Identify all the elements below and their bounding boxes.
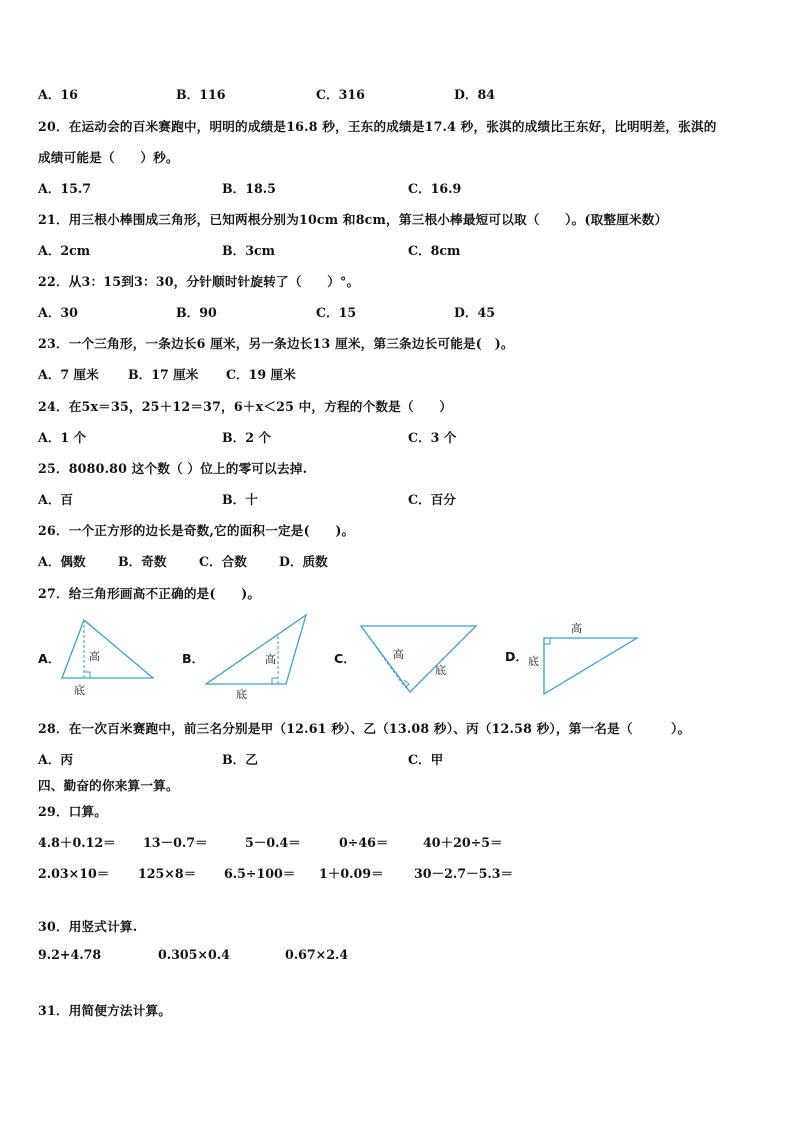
q30-item3: 0.67×2.4 <box>285 947 349 962</box>
q27-figure-a-label: A． <box>38 651 61 666</box>
q27-figure-b-label: B． <box>182 651 205 666</box>
right-angle-b <box>272 678 278 684</box>
q28-option-c: C．甲 <box>408 752 444 767</box>
q27-figure-d-height: 高 <box>571 622 582 635</box>
q26-question: 26．一个正方形的边长是奇数,它的面积一定是( )。 <box>38 523 355 538</box>
q29-row2-item3: 6.5÷100＝ <box>224 866 296 881</box>
q26-option-b: B．奇数 <box>118 554 167 569</box>
q24-option-c: C．3 个 <box>408 430 457 445</box>
q29-row2-item4: 1＋0.09＝ <box>319 866 384 881</box>
q22-option-b: B．90 <box>176 305 217 320</box>
q23-option-b: B．17 厘米 <box>128 367 199 382</box>
q24-option-b: B．2 个 <box>222 430 271 445</box>
q22-option-a: A．30 <box>38 305 78 320</box>
q29-row1-item1: 4.8＋0.12＝ <box>38 835 116 850</box>
q30-item1: 9.2+4.78 <box>38 947 102 962</box>
q22-option-c: C．15 <box>316 305 357 320</box>
q31-question: 31．用简便方法计算。 <box>38 1003 172 1018</box>
q20-option-c: C．16.9 <box>408 181 462 196</box>
triangle-b <box>206 615 306 684</box>
q27-figure-b-height: 高 <box>265 653 276 666</box>
q20-option-a: A．15.7 <box>38 181 92 196</box>
q25-option-b: B．十 <box>222 492 258 507</box>
q27-figure-c-base: 底 <box>435 664 446 677</box>
q28-option-a: A．丙 <box>38 752 73 767</box>
q29-row1-item3: 5－0.4＝ <box>245 835 301 850</box>
q22-question: 22．从3：15到3：30，分针顺时针旋转了（ ）°。 <box>38 274 360 289</box>
q26-option-d: D．质数 <box>279 554 328 569</box>
q19-option-c: C．316 <box>316 87 365 102</box>
q29-row1-item5: 40＋20÷5＝ <box>423 835 503 850</box>
q28-option-b: B．乙 <box>222 752 258 767</box>
q27-figure-c-label: C． <box>334 651 356 666</box>
right-angle-d <box>544 638 550 644</box>
q27-figure-c-height: 高 <box>393 648 404 661</box>
triangle-a <box>62 620 153 678</box>
q24-option-a: A．1 个 <box>38 430 87 445</box>
q26-option-c: C．合数 <box>199 554 247 569</box>
q21-option-b: B．3cm <box>222 243 275 258</box>
q27-question: 27．给三角形画高不正确的是( )。 <box>38 586 261 601</box>
q23-question: 23．一个三角形，一条边长6 厘米，另一条边长13 厘米，第三条边长可能是( )。 <box>38 336 514 351</box>
q19-option-a: A．16 <box>38 87 78 102</box>
q29-row2-item2: 125×8＝ <box>138 866 197 881</box>
q25-question: 25．8080.80 这个数（ ）位上的零可以去掉. <box>38 461 308 476</box>
q27-figures <box>0 608 794 708</box>
q20-question-line2: 成绩可能是（ ）秒。 <box>38 150 179 165</box>
triangle-d <box>544 638 637 694</box>
section-4-title: 四、勤奋的你来算一算。 <box>38 778 179 793</box>
q26-option-a: A．偶数 <box>38 554 86 569</box>
q19-option-b: B．116 <box>176 87 226 102</box>
q21-option-c: C．8cm <box>408 243 461 258</box>
q29-row2-item5: 30－2.7－5.3＝ <box>414 866 514 881</box>
q29-row1-item2: 13－0.7＝ <box>143 835 208 850</box>
q25-option-a: A．百 <box>38 492 73 507</box>
right-angle-a <box>84 672 90 678</box>
q27-figure-d-label: D． <box>505 649 529 664</box>
q23-option-a: A．7 厘米 <box>38 367 99 382</box>
q21-option-a: A．2cm <box>38 243 91 258</box>
q29-question: 29．口算。 <box>38 804 108 819</box>
q27-figure-a-height: 高 <box>89 650 100 663</box>
q27-figure-b-base: 底 <box>236 688 247 701</box>
triangle-c <box>361 626 476 692</box>
q30-item2: 0.305×0.4 <box>158 947 230 962</box>
q29-row2-item1: 2.03×10＝ <box>38 866 110 881</box>
q27-figure-a-base: 底 <box>74 684 85 697</box>
q21-question: 21．用三根小棒围成三角形，已知两根分别为10cm 和8cm，第三根小棒最短可以取（ ）。(取整厘米数） <box>38 212 668 227</box>
q28-question: 28．在一次百米赛跑中，前三名分别是甲（12.61 秒）、乙（13.08 秒）、丙（12.58 秒），第一名是（ ）。 <box>38 721 691 736</box>
q22-option-d: D．45 <box>454 305 496 320</box>
q29-row1-item4: 0÷46＝ <box>339 835 389 850</box>
q20-question-line1: 20．在运动会的百米赛跑中，明明的成绩是16.8 秒，王东的成绩是17.4 秒，张淇的成绩比王东好，比明明差，张淇的 <box>38 119 717 134</box>
q20-option-b: B．18.5 <box>222 181 276 196</box>
q27-figure-d-base: 底 <box>528 655 539 668</box>
q25-option-c: C．百分 <box>408 492 456 507</box>
q19-option-d: D．84 <box>454 87 496 102</box>
q24-question: 24．在5x＝35，25＋12＝37，6＋x＜25 中，方程的个数是（ ） <box>38 399 453 414</box>
q30-question: 30．用竖式计算. <box>38 919 138 934</box>
q23-option-c: C．19 厘米 <box>226 367 296 382</box>
